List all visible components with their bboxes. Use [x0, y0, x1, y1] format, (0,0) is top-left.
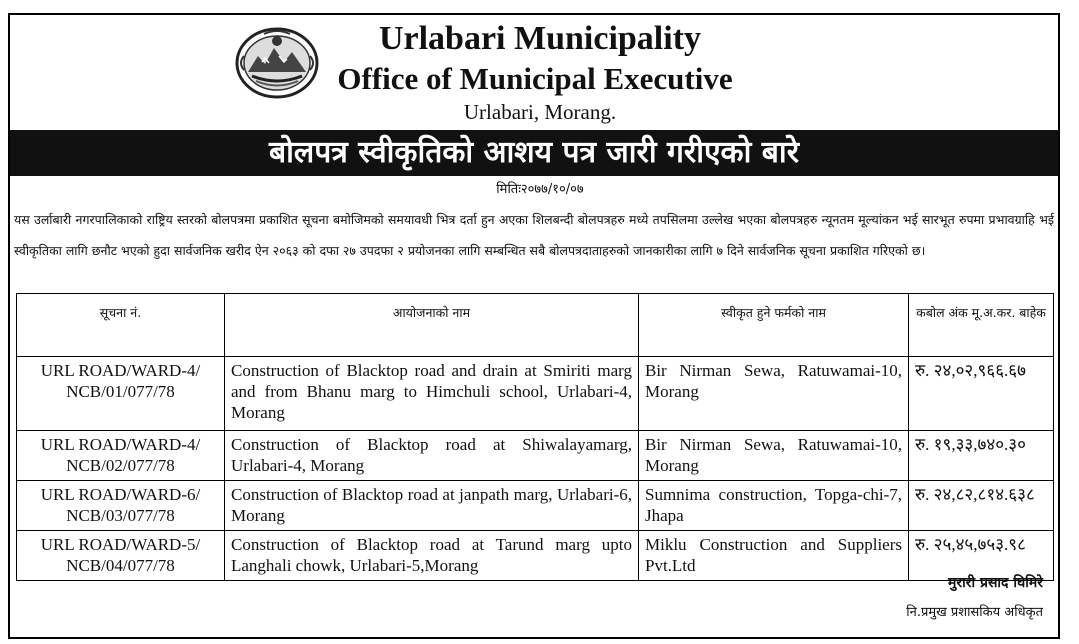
cell-project-name: Construction of Blacktop road and drain at Smiriti marg and from Bhanu marg to Himchuli school, Urlabari-4, Morang [225, 357, 639, 431]
header-bid-amount: कबोल अंक मू.अ.कर. बाहेक [909, 294, 1054, 357]
cell-bid-amount: रु. १९,३३,७४०.३० [909, 431, 1054, 481]
cell-firm-name: Miklu Construction and Suppliers Pvt.Ltd [639, 531, 909, 581]
header-notice-no: सूचना नं. [17, 294, 225, 357]
signatory-name: मुरारी प्रसाद घिमिरे [948, 575, 1043, 591]
bid-acceptance-table [16, 293, 1054, 581]
cell-project-name: Construction of Blacktop road at Tarund marg upto Langhali chowk, Urlabari-5,Morang [225, 531, 639, 581]
notice-heading-banner: बोलपत्र स्वीकृतिको आशय पत्र जारी गरीएको बारे [10, 130, 1058, 176]
cell-bid-amount: रु. २४,०२,९६६.६७ [909, 357, 1054, 431]
municipality-name: Urlabari Municipality [378, 20, 702, 57]
cell-notice-no: URL ROAD/WARD-4/ NCB/02/077/78 [17, 431, 225, 481]
table-row [17, 431, 1054, 481]
header-firm-name: स्वीकृत हुने फर्मको नाम [639, 294, 909, 357]
cell-firm-name: Sumnima construction, Topga-chi-7, Jhapa [639, 481, 909, 531]
cell-notice-no: URL ROAD/WARD-5/ NCB/04/077/78 [17, 531, 225, 581]
table-row [17, 481, 1054, 531]
office-address: Urlabari, Morang. [463, 100, 617, 124]
cell-firm-name: Bir Nirman Sewa, Ratuwamai-10, Morang [639, 357, 909, 431]
notice-body-text: यस उर्लाबारी नगरपालिकाको राष्ट्रिय स्तरको बोलपत्रमा प्रकाशित सूचना बमोजिमको समयावधी भित्र दर्ता हुन अएका शिलबन्दी बोलपत्रहरु मध्ये तपसिलमा उल्लेख भएका बोलपत्रहरु न्यूनतम मूल्यांकन भई सारभूत रुपमा प्रभावग्राहि भई स्वीकृतिका लागि छनौट भएको हुदा सार्वजनिक खरीद ऐन २०६३ को दफा २७ उपदफा २ प्रयोजनका लागि सम्बन्धित सबै बोलपत्रदाताहरुको जानकारीका लागि ७ दिने सार्वजनिक सूचना प्रकाशित गरिएको छ। [14, 212, 1054, 258]
signatory-title: नि.प्रमुख प्रशासकिय अधिकृत [906, 605, 1043, 620]
table-row [17, 357, 1054, 431]
header-project-name: आयोजनाको नाम [225, 294, 639, 357]
cell-notice-no: URL ROAD/WARD-4/ NCB/01/077/78 [17, 357, 225, 431]
cell-bid-amount: रु. २५,४५,७५३.९८ [909, 531, 1054, 581]
cell-bid-amount: रु. २४,८२,८१४.६३८ [909, 481, 1054, 531]
office-name: Office of Municipal Executive [337, 61, 733, 96]
table-header-row [17, 294, 1054, 357]
notice-date: मितिः२०७७/१०/०७ [496, 182, 584, 197]
cell-project-name: Construction of Blacktop road at Shiwalayamarg, Urlabari-4, Morang [225, 431, 639, 481]
cell-firm-name: Bir Nirman Sewa, Ratuwamai-10, Morang [639, 431, 909, 481]
cell-project-name: Construction of Blacktop road at janpath marg, Urlabari-6, Morang [225, 481, 639, 531]
cell-notice-no: URL ROAD/WARD-6/ NCB/03/077/78 [17, 481, 225, 531]
